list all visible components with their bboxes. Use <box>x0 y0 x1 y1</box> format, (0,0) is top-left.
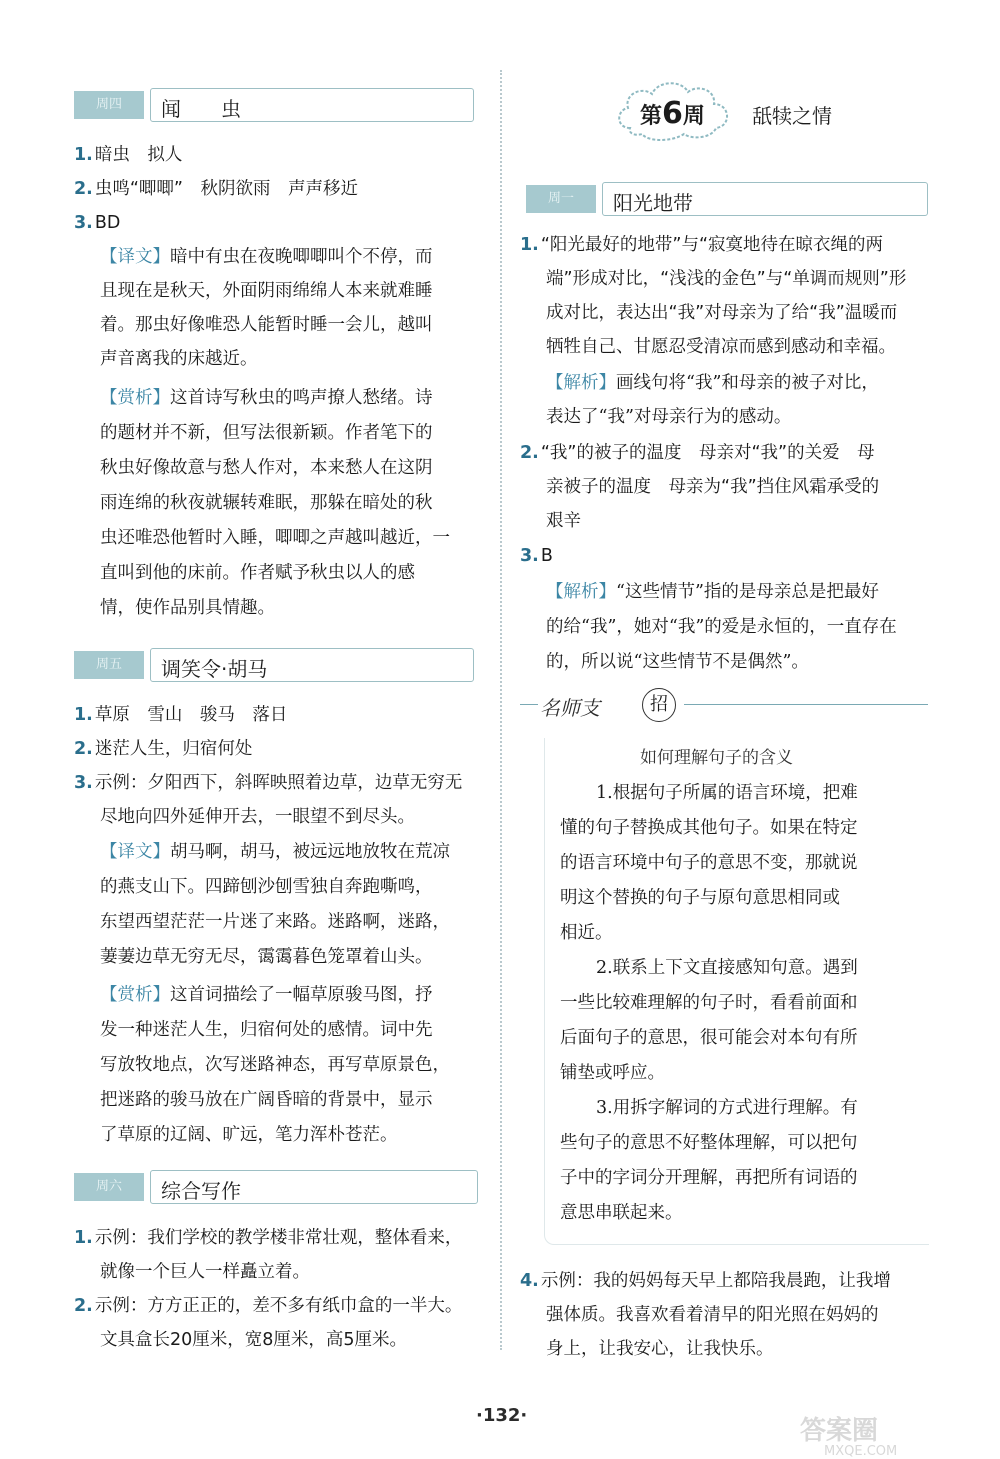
section-title-box <box>150 648 474 682</box>
analysis-line: 情，使作品别具情趣。 <box>100 598 275 618</box>
translation-line: 着。那虫好像唯恐人能暂时睡一会儿，越叫 <box>100 315 433 335</box>
answer-2: 2. “我”的被子的温度 母亲对“我”的关爱 母 <box>520 443 875 463</box>
jiexi-line: 表达了“我”对母亲行为的感动。 <box>546 407 792 427</box>
answer-2: 2. 虫鸣“唧唧” 秋阴欲雨 声声移近 <box>74 179 358 199</box>
answer-3: 3. 示例：夕阳西下，斜晖映照着边草，边草无穷无 <box>74 773 463 793</box>
section-tag: 周一 <box>526 185 596 213</box>
tip-line: 1.根据句子所属的语言环境，把难 <box>596 783 858 803</box>
page-number: ·132· <box>476 1405 528 1426</box>
answer-2-cont: 艰辛 <box>546 511 581 531</box>
analysis-line: 【赏析】这首诗写秋虫的鸣声撩人愁绪。诗 <box>100 388 433 408</box>
tip-line: 子中的字词分开理解，再把所有词语的 <box>560 1168 858 1188</box>
translation-line: 声音离我的床越近。 <box>100 349 258 369</box>
jiexi-line: 的，所以说“这些情节不是偶然”。 <box>546 652 809 672</box>
answer-1: 1. 暗虫 拟人 <box>74 145 183 165</box>
jiexi-line: 【解析】画线句将“我”和母亲的被子对比， <box>546 373 879 393</box>
zhao-circle-icon: 招 <box>642 688 676 722</box>
tip-line: 一些比较难理解的句子时，看看前面和 <box>560 993 858 1013</box>
answer-2-cont: 文具盒长20厘米，宽8厘米，高5厘米。 <box>100 1330 408 1350</box>
analysis-line: 雨连绵的秋夜就辗转难眠，那躲在暗处的秋 <box>100 493 433 513</box>
section-header-friday <box>74 648 474 682</box>
week-label: 第6周 <box>640 96 705 131</box>
section-title-box <box>602 182 928 216</box>
translation-line: 萋萋边草无穷无尽，霭霭暮色笼罩着山头。 <box>100 947 433 967</box>
tip-line: 后面句子的意思，很可能会对本句有所 <box>560 1028 858 1048</box>
section-title: 调笑令·胡马 <box>161 657 268 681</box>
section-header-monday <box>526 182 928 216</box>
analysis-line: 【赏析】这首词描绘了一幅草原骏马图，抒 <box>100 985 433 1005</box>
answer-2: 2. 示例：方方正正的，差不多有纸巾盒的一半大。 <box>74 1296 463 1316</box>
analysis-line: 虫还唯恐他暂时入睡，唧唧之声越叫越近，一 <box>100 528 450 548</box>
answer-3-cont: 尽地向四外延伸开去，一眼望不到尽头。 <box>100 807 415 827</box>
section-tag: 周五 <box>74 651 144 679</box>
watermark-url: MXQE.COM <box>824 1444 898 1459</box>
analysis-line: 发一种迷茫人生，归宿何处的感情。词中先 <box>100 1020 433 1040</box>
tip-line: 明这个替换的句子与原句意思相同或 <box>560 888 840 908</box>
tip-line: 相近。 <box>560 923 613 943</box>
analysis-line: 写放牧地点，次写迷路神态，再写草原景色， <box>100 1055 450 1075</box>
translation-line: 且现在是秋天，外面阴雨绵绵人本来就难睡 <box>100 281 433 301</box>
teacher-tip-header <box>520 688 932 728</box>
tip-rule <box>520 704 538 705</box>
section-title: 阳光地带 <box>613 191 693 215</box>
section-title-box <box>150 1170 478 1204</box>
section-header-saturday <box>74 1170 478 1204</box>
analysis-line: 把迷路的骏马放在广阔昏暗的背景中，显示 <box>100 1090 433 1110</box>
answer-2: 2. 迷茫人生，归宿何处 <box>74 739 253 759</box>
teacher-tip-label: 名师支 <box>540 696 600 720</box>
tip-line: 的语言环境中句子的意思不变，那就说 <box>560 853 858 873</box>
watermark-logo: 答案圈 <box>800 1416 879 1446</box>
answer-4-cont: 强体质。我喜欢看着清早的阳光照在妈妈的 <box>546 1305 879 1325</box>
tip-title: 如何理解句子的含义 <box>640 748 793 768</box>
tip-line: 铺垫或呼应。 <box>560 1063 665 1083</box>
answer-1: 1. “阳光最好的地带”与“寂寞地待在晾衣绳的两 <box>520 235 884 255</box>
column-divider <box>500 70 502 1350</box>
analysis-line: 秋虫好像故意与愁人作对，本来愁人在这阴 <box>100 458 433 478</box>
section-tag: 周六 <box>74 1173 144 1201</box>
answer-2-cont: 亲被子的温度 母亲为“我”挡住风霜承受的 <box>546 477 880 497</box>
answer-1-cont: 就像一个巨人一样矗立着。 <box>100 1262 310 1282</box>
jiexi-line: 【解析】“这些情节”指的是母亲总是把最好 <box>546 582 879 602</box>
analysis-line: 了草原的辽阔、旷远，笔力浑朴苍茫。 <box>100 1125 398 1145</box>
week-theme: 舐犊之情 <box>752 104 832 128</box>
answer-4: 4. 示例：我的妈妈每天早上都陪我晨跑，让我增 <box>520 1271 891 1291</box>
translation-line: 东望西望茫茫一片迷了来路。迷路啊，迷路， <box>100 912 450 932</box>
answer-1-cont: 牺牲自己、甘愿忍受清凉而感到感动和幸福。 <box>546 337 896 357</box>
analysis-line: 直叫到他的床前。作者赋予秋虫以人的感 <box>100 563 415 583</box>
translation-line: 的燕支山下。四蹄刨沙刨雪独自奔跑嘶鸣， <box>100 877 433 897</box>
answer-1: 1. 示例：我们学校的教学楼非常壮观，整体看来， <box>74 1228 463 1248</box>
answer-1-cont: 成对比，表达出“我”对母亲为了给“我”温暖而 <box>546 303 898 323</box>
tip-line: 2.联系上下文直接感知句意。遇到 <box>596 958 858 978</box>
answer-1: 1. 草原 雪山 骏马 落日 <box>74 705 288 725</box>
answer-4-cont: 身上，让我安心，让我快乐。 <box>546 1339 774 1359</box>
section-header-thursday <box>74 88 474 122</box>
section-title: 闻 虫 <box>161 97 241 121</box>
translation-line: 【译文】胡马啊，胡马，被远远地放牧在荒凉 <box>100 842 450 862</box>
answer-1-cont: 端”形成对比，“浅浅的金色”与“单调而规则”形 <box>546 269 907 289</box>
tip-line: 3.用拆字解词的方式进行理解。有 <box>596 1098 858 1118</box>
jiexi-line: 的给“我”，她对“我”的爱是永恒的，一直存在 <box>546 617 897 637</box>
section-title: 综合写作 <box>161 1179 241 1203</box>
translation-line: 【译文】暗中有虫在夜晚唧唧叫个不停，而 <box>100 247 433 267</box>
week-badge <box>612 76 736 146</box>
tip-line: 意思串联起来。 <box>560 1203 683 1223</box>
answer-3: 3. BD <box>74 213 121 233</box>
tip-rule <box>684 704 928 705</box>
answer-3: 3. B <box>520 546 553 566</box>
tip-line: 懂的句子替换成其他句子。如果在特定 <box>560 818 858 838</box>
tip-line: 些句子的意思不好整体理解，可以把句 <box>560 1133 858 1153</box>
section-tag: 周四 <box>74 91 144 119</box>
analysis-line: 的题材并不新，但写法很新颖。作者笔下的 <box>100 423 433 443</box>
section-title-box <box>150 88 474 122</box>
